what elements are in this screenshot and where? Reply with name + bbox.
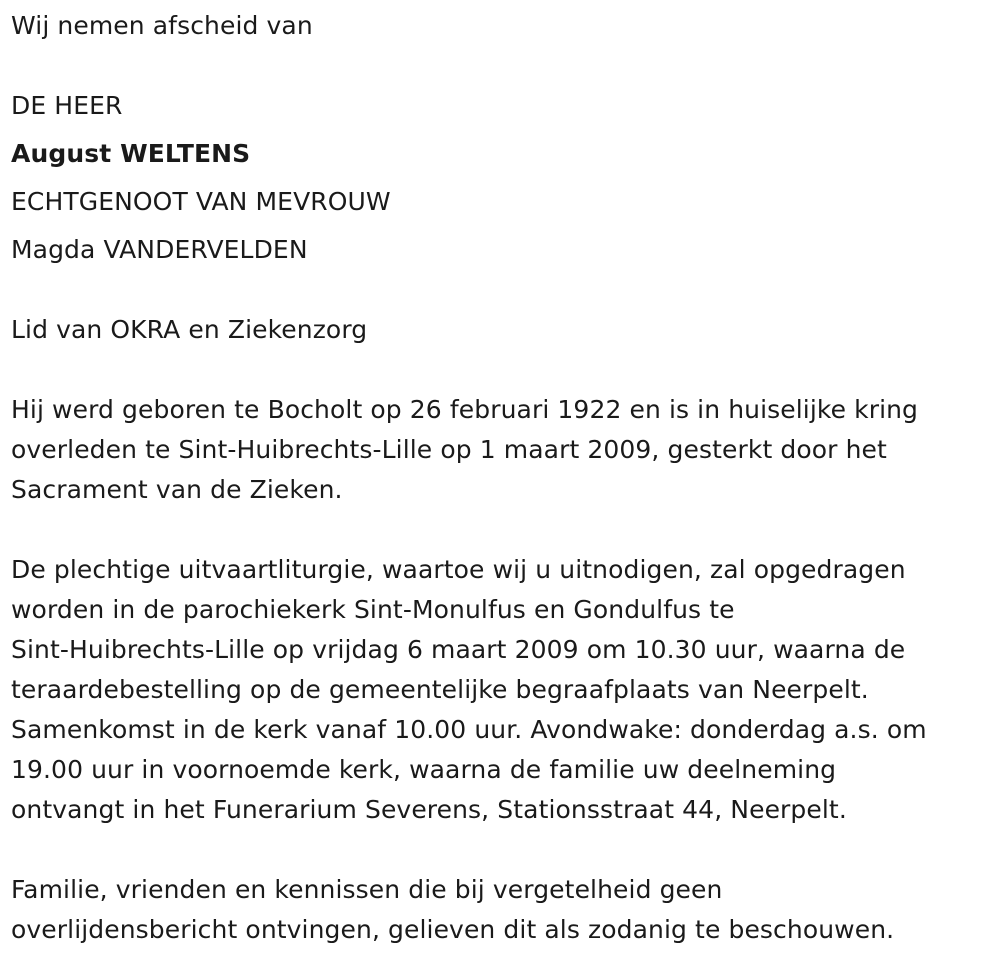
paragraph-line: Familie, vrienden en kennissen die bij vergetelheid geen: [11, 875, 723, 904]
spouse-label: ECHTGENOOT VAN MEVROUW: [11, 187, 391, 216]
paragraph-line: Sacrament van de Zieken.: [11, 475, 343, 504]
paragraph-line: De plechtige uitvaartliturgie, waartoe wij u uitnodigen, zal opgedragen: [11, 555, 906, 584]
spouse-name: Magda VANDERVELDEN: [11, 235, 308, 264]
paragraph-line: 19.00 uur in voornoemde kerk, waarna de familie uw deelneming: [11, 755, 837, 784]
paragraph-line: teraardebestelling op de gemeentelijke begraafplaats van Neerpelt.: [11, 675, 869, 704]
paragraph-line: overlijdensbericht ontvingen, gelieven dit als zodanig te beschouwen.: [11, 915, 895, 944]
membership-line: Lid van OKRA en Ziekenzorg: [11, 315, 368, 344]
paragraph-line: Samenkomst in de kerk vanaf 10.00 uur. Avondwake: donderdag a.s. om: [11, 715, 927, 744]
paragraph-line: worden in de parochiekerk Sint-Monulfus en Gondulfus te: [11, 595, 735, 624]
paragraph-line: ontvangt in het Funerarium Severens, Stationsstraat 44, Neerpelt.: [11, 795, 847, 824]
honorific: DE HEER: [11, 91, 123, 120]
paragraph-line: Sint-Huibrechts-Lille op vrijdag 6 maart 2009 om 10.30 uur, waarna de: [11, 635, 906, 664]
deceased-name: August WELTENS: [11, 139, 251, 168]
closing-paragraph: [11, 870, 986, 950]
funeral-paragraph: [11, 550, 986, 830]
intro-line: Wij nemen afscheid van: [11, 11, 313, 40]
paragraph-line: overleden te Sint-Huibrechts-Lille op 1 maart 2009, gesterkt door het: [11, 435, 887, 464]
birth-death-paragraph: [11, 390, 986, 510]
paragraph-line: Hij werd geboren te Bocholt op 26 februari 1922 en is in huiselijke kring: [11, 395, 919, 424]
